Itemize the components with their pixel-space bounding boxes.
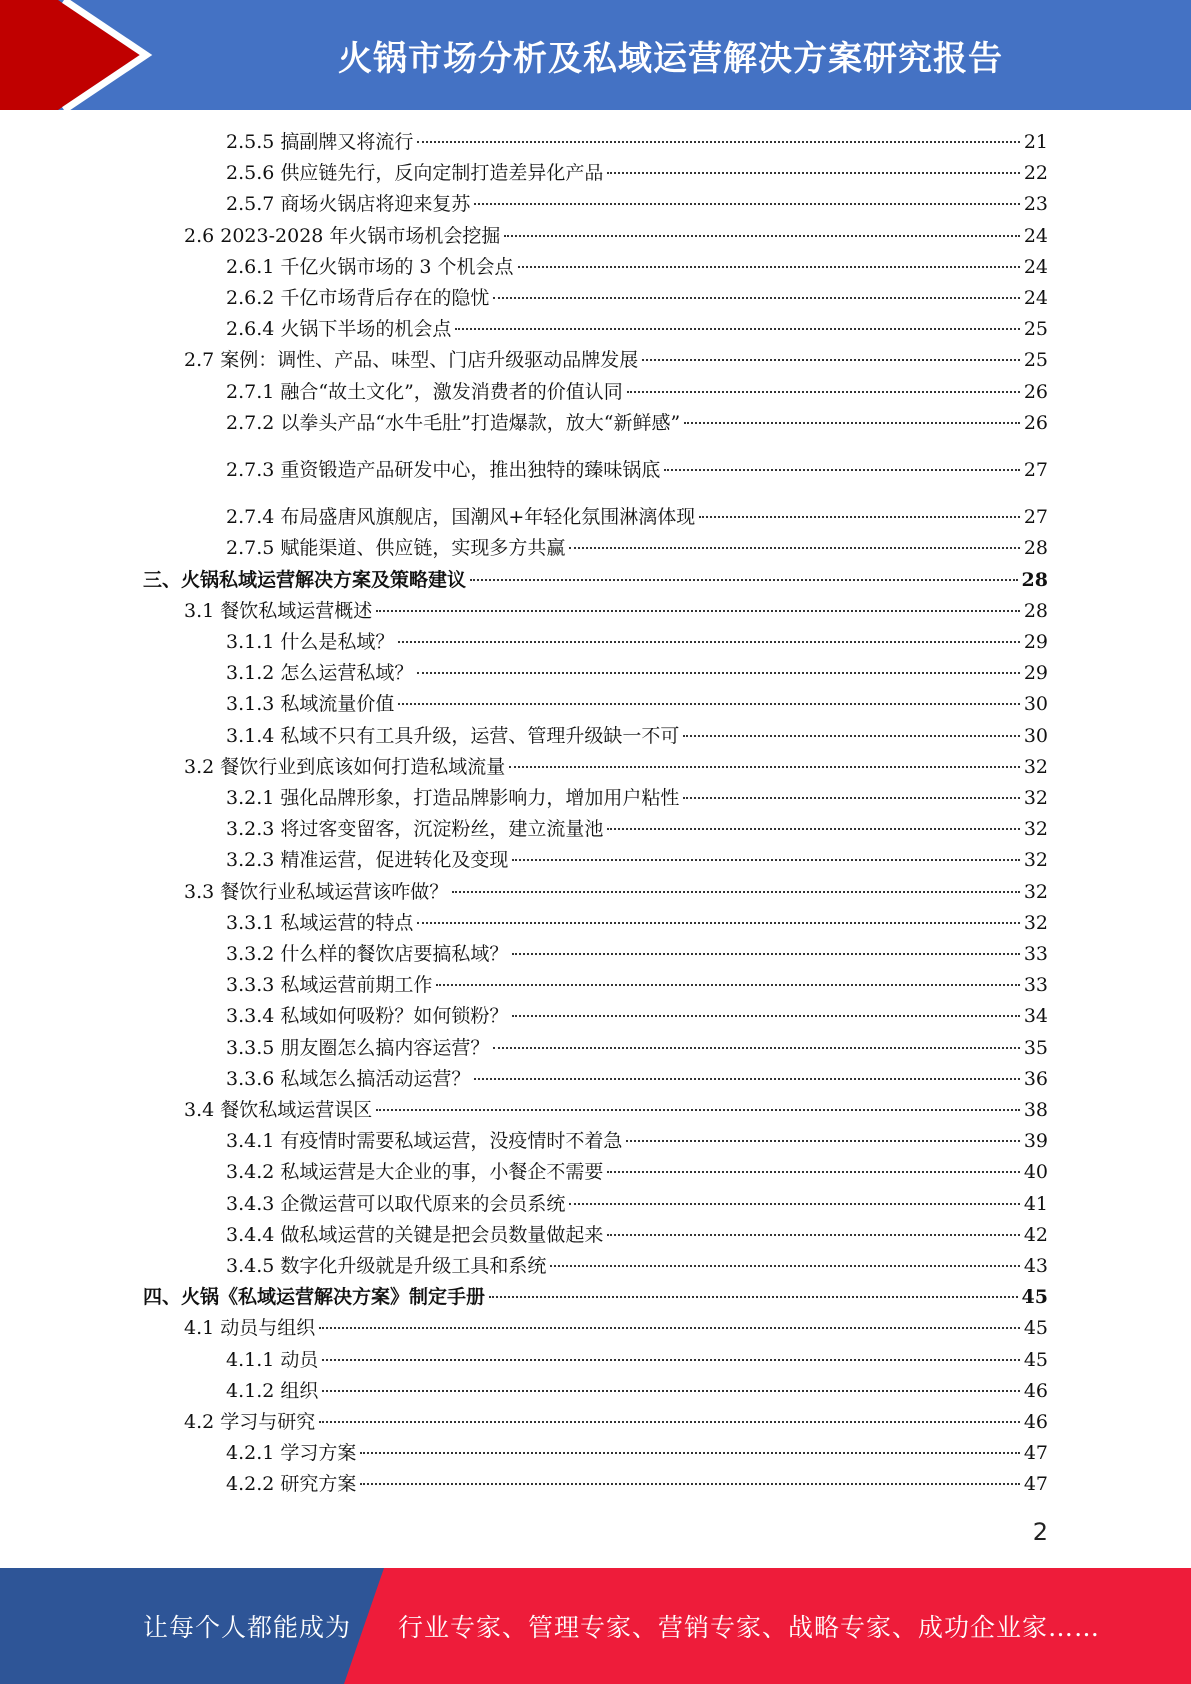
toc-entry-page: 26 [1023,380,1048,403]
toc-entry-title: 2.5.7 商场火锅店将迎来复苏 [226,193,471,216]
toc-dot-leader [509,766,1020,768]
toc-entry-page: 41 [1023,1192,1048,1215]
toc-entry-title: 4.1.2 组织 [226,1379,319,1402]
toc-dot-leader [398,641,1019,643]
toc-entry[interactable] [226,690,1048,718]
toc-dot-leader [455,328,1019,330]
toc-entry-title: 3.3.6 私域怎么搞活动运营？ [226,1067,471,1090]
toc-entry[interactable] [226,1221,1048,1249]
toc-entry-title: 3.4.1 有疫情时需要私域运营，没疫情时不着急 [226,1130,623,1153]
toc-entry[interactable] [226,503,1048,531]
toc-entry-title: 3.4.2 私域运营是大企业的事，小餐企不需要 [226,1161,604,1184]
toc-entry-page: 27 [1023,459,1048,481]
toc-entry[interactable] [143,566,1048,594]
toc-entry-title: 3.3.4 私域如何吸粉？如何锁粉？ [226,1005,509,1028]
toc-entry-page: 24 [1023,287,1048,309]
toc-dot-leader [436,984,1019,986]
toc-entry[interactable] [226,128,1048,156]
toc-entry-title: 2.7.5 赋能渠道、供应链，实现多方共赢 [226,537,566,560]
toc-dot-leader [398,703,1019,705]
toc-entry-title: 3.3 餐饮行业私域运营该咋做？ [184,880,449,903]
toc-entry[interactable] [226,971,1048,999]
toc-entry-title: 3.4 餐饮私域运营误区 [184,1099,373,1121]
toc-entry-page: 33 [1023,974,1048,997]
toc-entry-title: 3.2.3 将过客变留客，沉淀粉丝，建立流量池 [226,818,604,841]
header-arrow-decoration [0,0,170,110]
toc-entry[interactable] [226,1377,1048,1405]
toc-entry[interactable] [226,659,1048,687]
toc-dot-leader [683,735,1019,737]
toc-entry-page: 28 [1021,568,1048,591]
toc-entry-title: 4.1 动员与组织 [184,1317,316,1340]
toc-entry-title: 3.2.3 精准运营，促进转化及变现 [226,849,509,872]
toc-dot-leader [664,469,1019,471]
toc-entry-title: 3.1.3 私域流量价值 [226,693,395,716]
toc-entry-title: 2.7 案例：调性、产品、味型、门店升级驱动品牌发展 [184,349,639,372]
toc-entry-title: 3.1.2 怎么运营私域？ [226,662,414,685]
toc-entry[interactable] [184,597,1048,625]
toc-entry-title: 三、火锅私域运营解决方案及策略建议 [143,568,467,591]
toc-entry-title: 3.1.4 私域不只有工具升级，运营、管理升级缺一不可 [226,724,680,747]
toc-entry-page: 25 [1023,349,1048,372]
toc-entry[interactable] [226,378,1048,406]
toc-entry-page: 27 [1023,506,1048,529]
toc-entry[interactable] [226,190,1048,218]
toc-entry-page: 46 [1023,1379,1048,1402]
toc-entry[interactable] [184,753,1048,781]
page-footer [0,1568,1191,1684]
toc-entry-title: 4.2.1 学习方案 [226,1442,357,1465]
toc-dot-leader [493,297,1019,299]
toc-dot-leader [684,422,1020,424]
toc-dot-leader [417,141,1019,143]
toc-dot-leader [417,672,1019,674]
toc-entry[interactable] [226,722,1048,750]
toc-entry-title: 2.5.5 搞副牌又将流行 [226,131,414,153]
toc-entry-page: 42 [1023,1223,1048,1246]
toc-entry-page: 34 [1023,1005,1048,1028]
toc-entry-page: 26 [1023,411,1048,434]
toc-entry[interactable] [226,253,1048,281]
toc-dot-leader [569,547,1019,549]
toc-dot-leader [607,172,1019,174]
toc-entry-title: 2.6 2023-2028 年火锅市场机会挖掘 [184,224,501,247]
toc-entry[interactable] [226,815,1048,843]
toc-entry-title: 4.1.1 动员 [226,1348,319,1371]
toc-dot-leader [493,1047,1019,1049]
toc-entry-title: 2.6.1 千亿火锅市场的 3 个机会点 [226,255,514,278]
toc-entry[interactable] [143,1283,1048,1311]
toc-dot-leader [470,579,1018,581]
toc-entry[interactable] [226,1439,1048,1467]
toc-dot-leader [607,1234,1019,1236]
toc-entry-page: 32 [1023,787,1048,809]
toc-dot-leader [360,1483,1019,1485]
toc-dot-leader [512,1015,1019,1017]
toc-entry-page: 29 [1023,631,1048,653]
toc-entry-page: 43 [1023,1255,1048,1277]
toc-entry[interactable] [226,1034,1048,1062]
toc-entry-title: 2.7.4 布局盛唐风旗舰店，国潮风+年轻化氛围淋漓体现 [226,506,696,529]
toc-entry-page: 46 [1023,1411,1048,1433]
toc-entry-title: 3.3.3 私域运营前期工作 [226,974,433,997]
toc-entry-page: 21 [1023,131,1048,153]
toc-entry-page: 38 [1023,1099,1048,1121]
toc-entry[interactable] [226,159,1048,187]
toc-entry-page: 36 [1023,1067,1048,1090]
toc-entry-title: 2.7.2 以拳头产品“水牛毛肚”打造爆款，放大“新鲜感” [226,411,681,434]
toc-entry-title: 2.6.4 火锅下半场的机会点 [226,318,452,341]
toc-entry[interactable] [226,1190,1048,1218]
toc-entry[interactable] [226,940,1048,968]
toc-entry-page: 23 [1023,193,1048,216]
toc-entry[interactable] [226,1158,1048,1186]
toc-entry-page: 33 [1023,943,1048,965]
toc-dot-leader [512,953,1019,955]
toc-dot-leader [607,828,1019,830]
toc-entry-title: 3.2.1 强化品牌形象，打造品牌影响力，增加用户粘性 [226,787,680,809]
page-header [0,0,1191,110]
toc-entry[interactable] [184,1408,1048,1436]
toc-dot-leader [319,1421,1020,1423]
toc-entry-page: 45 [1023,1317,1048,1340]
toc-dot-leader [319,1327,1020,1329]
toc-entry[interactable] [226,784,1048,812]
toc-entry[interactable] [184,222,1048,250]
toc-entry-title: 3.3.1 私域运营的特点 [226,911,414,934]
toc-dot-leader [474,203,1019,205]
toc-entry-title: 3.2 餐饮行业到底该如何打造私域流量 [184,755,506,778]
toc-entry-page: 30 [1023,693,1048,716]
toc-dot-leader [504,235,1019,237]
toc-entry[interactable] [226,1002,1048,1030]
report-title: 火锅市场分析及私域运营解决方案研究报告 [338,38,1003,79]
toc-entry-title: 2.7.3 重资锻造产品研发中心，推出独特的臻味锅底 [226,459,661,481]
toc-entry-title: 3.3.2 什么样的餐饮店要搞私域？ [226,943,509,965]
toc-dot-leader [452,891,1020,893]
footer-slogan-right: 行业专家、管理专家、营销专家、战略专家、成功企业家…… [398,1613,1101,1642]
toc-entry-page: 24 [1023,255,1048,278]
toc-dot-leader [376,610,1020,612]
toc-entry[interactable] [226,409,1048,437]
toc-dot-leader [626,1140,1019,1142]
toc-dot-leader [417,922,1019,924]
toc-dot-leader [474,1078,1019,1080]
toc-entry-page: 45 [1023,1348,1048,1371]
toc-entry[interactable] [226,1252,1048,1280]
toc-entry-page: 28 [1023,537,1048,560]
toc-dot-leader [683,797,1019,799]
toc-entry-title: 四、火锅《私域运营解决方案》制定手册 [143,1286,486,1309]
toc-entry-page: 32 [1023,755,1048,778]
toc-entry[interactable] [184,346,1048,374]
toc-entry[interactable] [226,1470,1048,1498]
toc-entry-page: 35 [1023,1036,1048,1059]
toc-entry-page: 47 [1023,1442,1048,1465]
toc-entry-page: 45 [1021,1286,1048,1309]
toc-entry[interactable] [226,1127,1048,1155]
toc-entry-page: 28 [1023,599,1048,622]
toc-entry-page: 30 [1023,724,1048,747]
toc-entry-page: 32 [1023,880,1048,903]
toc-entry-page: 22 [1023,162,1048,185]
toc-dot-leader [627,391,1020,393]
toc-entry-title: 4.2 学习与研究 [184,1411,316,1433]
toc-dot-leader [360,1452,1019,1454]
toc-dot-leader [699,516,1020,518]
toc-dot-leader [550,1265,1019,1267]
toc-dot-leader [322,1390,1019,1392]
toc-entry-title: 2.5.6 供应链先行，反向定制打造差异化产品 [226,162,604,185]
toc-entry[interactable] [226,846,1048,874]
toc-dot-leader [512,859,1019,861]
footer-slogan-left: 让每个人都能成为 [143,1613,352,1642]
toc-entry[interactable] [226,315,1048,343]
toc-entry-title: 4.2.2 研究方案 [226,1473,357,1496]
toc-entry-title: 3.1.1 什么是私域？ [226,631,395,653]
toc-dot-leader [642,359,1020,361]
toc-entry-title: 2.6.2 千亿市场背后存在的隐忧 [226,287,490,309]
toc-entry[interactable] [226,628,1048,656]
toc-dot-leader [376,1109,1020,1111]
toc-entry-title: 3.4.3 企微运营可以取代原来的会员系统 [226,1192,566,1215]
toc-entry[interactable] [184,1096,1048,1124]
toc-entry[interactable] [226,909,1048,937]
toc-entry-page: 40 [1023,1161,1048,1184]
toc-entry[interactable] [184,1314,1048,1342]
toc-entry-title: 3.4.4 做私域运营的关键是把会员数量做起来 [226,1223,604,1246]
toc-dot-leader [489,1296,1018,1298]
toc-entry-page: 47 [1023,1473,1048,1496]
toc-entry-page: 32 [1023,911,1048,934]
toc-entry[interactable] [226,456,1048,484]
toc-entry-page: 24 [1023,224,1048,247]
toc-entry[interactable] [226,284,1048,312]
toc-entry-title: 3.4.5 数字化升级就是升级工具和系统 [226,1255,547,1277]
toc-entry[interactable] [226,534,1048,562]
toc-dot-leader [518,266,1020,268]
toc-dot-leader [569,1203,1019,1205]
toc-entry-title: 3.1 餐饮私域运营概述 [184,599,373,622]
toc-entry-page: 32 [1023,849,1048,872]
toc-entry-page: 32 [1023,818,1048,841]
toc-entry-title: 2.7.1 融合“故土文化”，激发消费者的价值认同 [226,380,623,403]
toc-entry-page: 29 [1023,662,1048,685]
toc-entry[interactable] [226,1065,1048,1093]
toc-dot-leader [322,1359,1019,1361]
toc-entry[interactable] [184,878,1048,906]
toc-entry-title: 3.3.5 朋友圈怎么搞内容运营？ [226,1036,490,1059]
page-number: 2 [1032,1518,1048,1546]
toc-entry-page: 39 [1023,1130,1048,1153]
toc-entry[interactable] [226,1346,1048,1374]
toc-entry-page: 25 [1023,318,1048,341]
toc-dot-leader [607,1171,1019,1173]
